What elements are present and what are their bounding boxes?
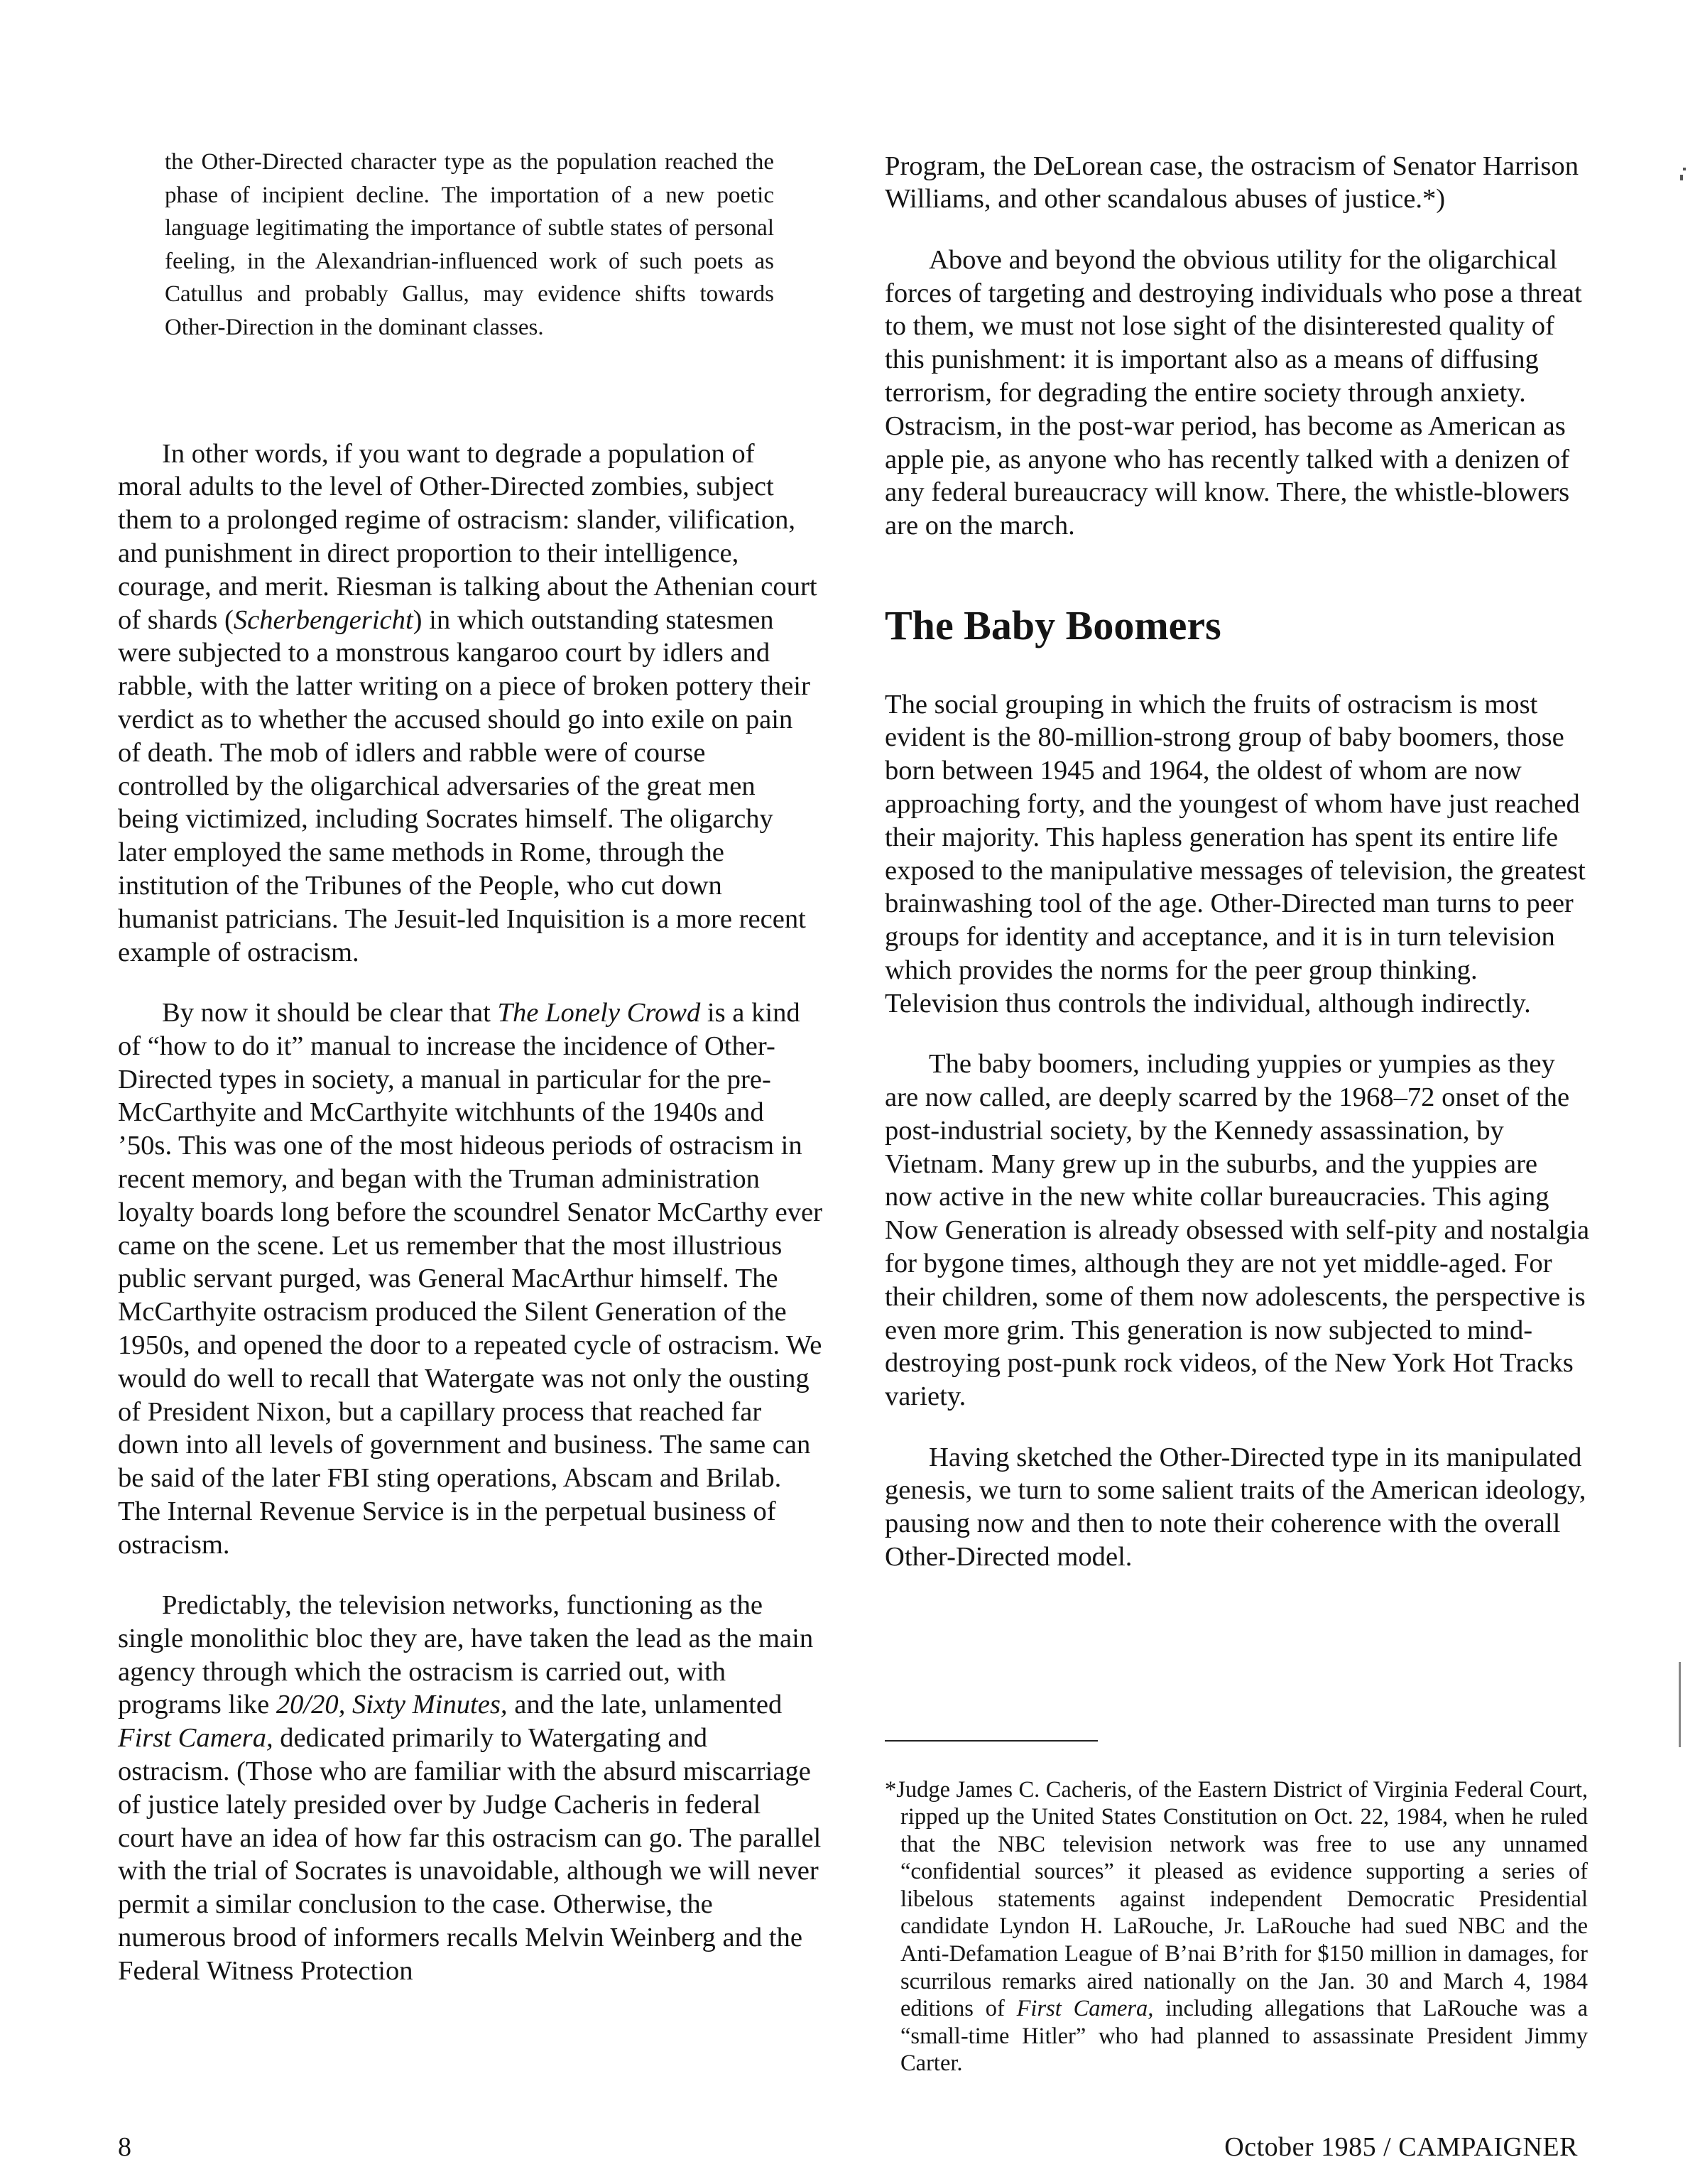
footnote-text [885, 1776, 1588, 2078]
text-run: dedicated primarily to Watergating and ostracism. (Those who are familiar with the absurd miscarriage of justice lately presided over by Judge Cacheris in federal court have an idea of how far this ostracism can go. The parallel with the trial of Socrates is unavoidable, although we will never permit a similar conclusion to the case. Otherwise, the numerous brood of informers recalls Melvin Weinberg and the Federal Witness Protection [118, 1723, 822, 1986]
page-number: 8 [118, 2132, 131, 2162]
right-paragraph-4: The baby boomers, including yuppies or yumpies as they are now called, are deeply scarred by the 1968–72 onset of the post-industrial society, by the Kennedy assassination, by Vietnam. Many grew up in the suburbs, and the yuppies are now active in the new white collar bureaucracies. This aging Now Generation is already obsessed with self-pity and nostalgia for bygone times, although they are not yet middle-aged. For their children, some of them now adolescents, the perspective is even more grim. This generation is now subjected to mind-destroying post-punk rock videos, of the New York Hot Tracks variety. [885, 1049, 1590, 1412]
text-run: and the late, unlamented [507, 1690, 783, 1720]
margin-scan-mark [1683, 168, 1686, 170]
right-paragraph-3: The social grouping in which the fruits of ostracism is most evident is the 80-million-strong group of baby boomers, those born between 1945 and 1964, the oldest of whom are now approaching forty, and the youngest of whom have just reached their majority. This hapless generation has spent its entire life exposed to the manipulative messages of television, the greatest brainwashing tool of the age. Other-Directed man turns to peer groups for identity and acceptance, and it is in turn television which provides the norms for the peer group thinking. Television thus controls the individual, although indirectly. [885, 689, 1586, 1018]
running-footer: October 1985 / CAMPAIGNER [1224, 2132, 1578, 2162]
text-run: ) in which outstanding statesmen were subjected to a monstrous kangaroo court by idlers and rabble, with the latter writing on a piece of broken pottery their verdict as to whether the accused should go into exile on pain of death. The mob of idlers and rabble were of course controlled by the oligarchical adversaries of the great men being victimized, including Socrates himself. The oligarchy later employed the same methods in Rome, through the institution of the Tribunes of the People, who cut down humanist patricians. The Jesuit-led Inquisition is a more recent example of ostracism. [118, 604, 810, 967]
margin-scan-mark [1680, 175, 1683, 180]
right-paragraph-5: Having sketched the Other-Directed type in its manipulated genesis, we turn to some salient traits of the American ideology, pausing now and then to note their coherence with the overall Other-Directed model. [885, 1442, 1586, 1572]
text-run: In other words, if you want to degrade a population of moral adults to the level of Other-Directed zombies, subject them to a prolonged regime of ostracism: slander, vilification, and punishment in direct proportion to their intelligence, courage, and merit. Riesman is talking about the Athenian court of shards ( [118, 438, 817, 635]
quote-paragraph: the Other-Directed character type as the population reached the phase of incipient decline. The importation of a new poetic language legitimating the importance of subtle states of personal feeling, in the Alexandrian-influenced work of such poets as Catullus and probably Gallus, may evidence shifts towards Other-Direction in the dominant classes. [165, 149, 774, 340]
section-heading: The Baby Boomers [885, 602, 1221, 648]
text-run: *Judge James C. Cacheris, of the Eastern District of Virginia Federal Court, ripped up the United States Constitution on Oct. 22, 1984, when he ruled that the NBC television network was free to use any unnamed “confidential sources” it pleased as evidence supporting a series of libelous statements against independent Democratic Presidential candidate Lyndon H. LaRouche, Jr. LaRouche had sued NBC and the Anti-Defamation League of B’nai B’rith for $150 million in damages, for scurrilous remarks aired nationally on the Jan. 30 and March 4, 1984 editions of [885, 1776, 1588, 2022]
italic-run: First Camera, [1016, 1996, 1154, 2022]
left-paragraph-3 [118, 1589, 822, 1988]
italic-run: First Camera, [118, 1723, 273, 1754]
text-run: is a kind of “how to do it” manual to increase the incidence of Other-Directed types in society, a manual in particular for the pre-McCarthyite and McCarthyite witchhunts of the 1940s and ’50s. This was one of the most hideous periods of ostracism in recent memory, and began with the Truman administration loyalty boards long before the scoundrel Senator McCarthy ever came on the scene. Let us remember that the most illustrious public servant purged, was General MacArthur himself. The McCarthyite ostracism produced the Silent Generation of the 1950s, and opened the door to a repeated cycle of ostracism. We would do well to recall that Watergate was not only the ousting of President Nixon, but a capillary process that reached far down into all levels of government and business. The same can be said of the later FBI sting operations, Abscam and Brilab. The Internal Revenue Service is in the perpetual business of ostracism. [118, 997, 823, 1560]
italic-run: The Lonely Crowd [497, 997, 701, 1028]
right-paragraph-2: Above and beyond the obvious utility for the oligarchical forces of targeting and destroying individuals who pose a threat to them, we must not lose sight of the disinterested quality of this punishment: it is important also as a means of diffusing terrorism, for degrading the entire society through anxiety. Ostracism, in the post-war period, has become as American as apple pie, as anyone who has recently talked with a denizen of any federal bureaucracy will know. There, the whistle-blowers are on the march. [885, 244, 1582, 541]
text-run: Predictably, the television networks, functioning as the single monolithic bloc they are, have taken the lead as the main agency through which the ostracism is carried out, with programs like [118, 1590, 814, 1720]
text-run: By now it should be clear that [162, 997, 498, 1028]
left-paragraph-1 [118, 438, 822, 969]
italic-run: 20/20, Sixty Minutes, [276, 1690, 508, 1720]
quote-block [165, 122, 774, 368]
footnote-rule [885, 1740, 1098, 1742]
left-column [118, 410, 822, 2015]
right-column-bottom [885, 661, 1591, 1601]
text-run: including allegations that LaRouche was a “small-time Hitler” who had planned to assassinate President Jimmy Carter. [900, 1996, 1589, 2077]
right-paragraph-1: Program, the DeLorean case, the ostracism of Senator Harrison Williams, and other scandalous abuses of justice.*) [885, 151, 1579, 214]
margin-scan-mark [1679, 1662, 1681, 1747]
right-column-top [885, 122, 1591, 570]
footnote [885, 1753, 1588, 2101]
left-paragraph-2 [118, 996, 822, 1562]
italic-run: Scherbengericht [233, 604, 413, 635]
